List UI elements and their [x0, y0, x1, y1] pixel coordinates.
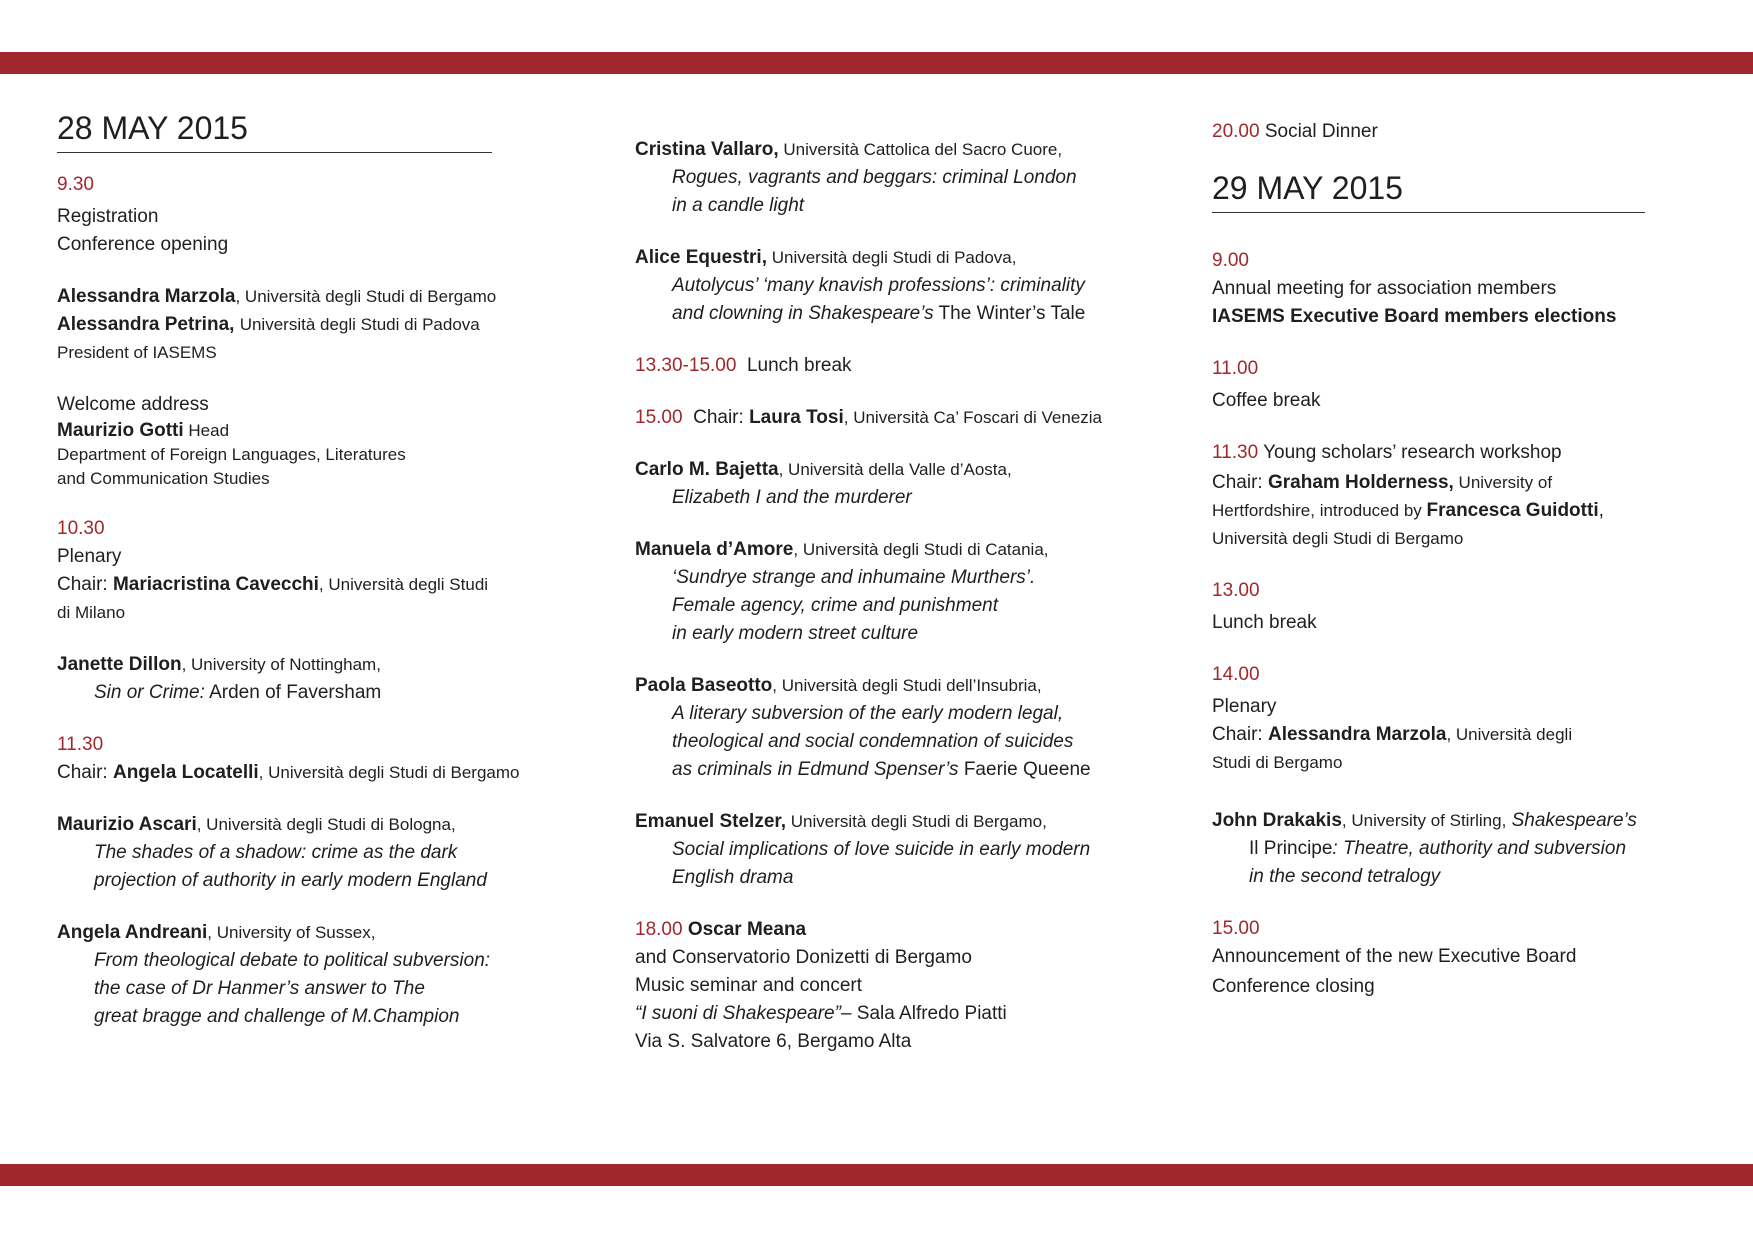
event-venue: – Sala Alfredo Piatti — [840, 1003, 1007, 1024]
talk-ascari — [57, 811, 577, 895]
speaker-name: Francesca Guidotti — [1426, 500, 1599, 521]
affiliation: Hertfordshire, introduced by — [1212, 501, 1427, 520]
talk-title: The Winter’s Tale — [933, 303, 1086, 324]
session-1130 — [57, 731, 577, 787]
session-1130-workshop — [1212, 439, 1732, 553]
event-title: “I suoni di Shakespeare” — [635, 1003, 841, 1024]
talk-title: as criminals in Edmund Spenser’s — [672, 759, 959, 780]
session-time: 13.30-15.00 — [635, 355, 737, 376]
session-line: Plenary — [1212, 696, 1277, 717]
talk-vallaro — [635, 136, 1155, 220]
concert-event — [635, 916, 1155, 1056]
affiliation: Università degli Studi di Bergamo, — [786, 812, 1047, 831]
speaker-name: Emanuel Stelzer, — [635, 811, 787, 832]
department: Department of Foreign Languages, Literatures — [57, 445, 406, 464]
session-line: Social Dinner — [1259, 121, 1378, 142]
event-line: Music seminar and concert — [635, 975, 863, 996]
session-time: 14.00 — [1212, 664, 1260, 685]
speaker-name: Carlo M. Bajetta — [635, 459, 779, 480]
column-day1-continued — [635, 136, 1155, 1080]
social-dinner — [1212, 118, 1732, 146]
affiliation: , Università degli Studi di Bergamo — [235, 287, 497, 306]
opening-speakers — [57, 283, 577, 367]
session-1500 — [635, 404, 1155, 432]
session-time: 20.00 — [1212, 121, 1260, 142]
session-line: Coffee break — [1212, 390, 1321, 411]
chair-label: Chair: — [57, 762, 113, 783]
department: and Communication Studies — [57, 469, 270, 488]
speaker-name: Maurizio Ascari — [57, 814, 197, 835]
talk-bajetta — [635, 456, 1155, 512]
affiliation: , Università degli Studi di Bergamo — [258, 763, 520, 782]
talk-title: Elizabeth I and the murderer — [672, 487, 912, 508]
session-line: Welcome address — [57, 394, 209, 415]
talk-drakakis — [1212, 807, 1732, 891]
affiliation: University of — [1453, 473, 1553, 492]
affiliation: Università Cattolica del Sacro Cuore, — [778, 140, 1063, 159]
event-line: and Conservatorio Donizetti di Bergamo — [635, 947, 972, 968]
session-line: Conference closing — [1212, 976, 1375, 997]
speaker-name: Maurizio Gotti — [57, 420, 184, 441]
talk-title: and clowning in Shakespeare’s — [672, 303, 934, 324]
affiliation: , Università della Valle d’Aosta, — [778, 460, 1012, 479]
talk-title: in the second tetralogy — [1249, 866, 1441, 887]
talk-andreani — [57, 919, 577, 1031]
talk-title: ‘Sundrye strange and inhumaine Murthers’. — [672, 567, 1036, 588]
session-line: Young scholars’ research workshop — [1258, 442, 1562, 463]
talk-title: English drama — [672, 867, 794, 888]
chair-name: Mariacristina Cavecchi — [112, 574, 319, 595]
affiliation: Università degli Studi di Padova, — [767, 248, 1017, 267]
speaker-name: Alice Equestri, — [635, 247, 767, 268]
session-time: 15.00 — [635, 407, 683, 428]
session-line: Plenary — [57, 546, 122, 567]
chair-name: Alessandra Marzola — [1267, 724, 1447, 745]
session-time: 18.00 — [635, 919, 683, 940]
affiliation: , Università degli Studi di Catania, — [793, 540, 1049, 559]
talk-title: From theological debate to political subversion: — [94, 950, 491, 971]
session-time: 11.30 — [1212, 442, 1259, 463]
session-time: 15.00 — [1212, 918, 1260, 939]
affiliation: , Università Ca’ Foscari di Venezia — [843, 408, 1103, 427]
talk-title: A literary subversion of the early modern legal, — [672, 703, 1064, 724]
affiliation: , Università degli Studi — [318, 575, 489, 594]
speaker-name: Janette Dillon — [57, 654, 182, 675]
session-time: 9.30 — [57, 174, 94, 195]
affiliation: , Università degli Studi di Bologna, — [196, 815, 456, 834]
column-day1 — [57, 108, 577, 1055]
session-1030 — [57, 515, 577, 627]
session-1300 — [1212, 577, 1732, 637]
role: Head — [183, 421, 230, 440]
chair-name: Angela Locatelli — [112, 762, 259, 783]
talk-title: Il Principe — [1249, 838, 1333, 859]
talk-title: Sin or Crime: — [94, 682, 205, 703]
event-address: Via S. Salvatore 6, Bergamo Alta — [635, 1031, 912, 1052]
chair-label: Chair: — [1212, 472, 1268, 493]
talk-title: in a candle light — [672, 195, 805, 216]
affiliation: , University of Nottingham, — [181, 655, 381, 674]
talk-title: in early modern street culture — [672, 623, 919, 644]
speaker-name: Angela Andreani — [57, 922, 208, 943]
speaker-name: Manuela d’Amore — [635, 539, 794, 560]
session-line: Lunch break — [736, 355, 852, 376]
session-time: 11.00 — [1212, 358, 1259, 379]
talk-dillon — [57, 651, 577, 707]
talk-title: Faerie Queene — [958, 759, 1091, 780]
talk-title: Arden of Faversham — [204, 682, 382, 703]
punctuation: , — [1598, 500, 1604, 521]
speaker-name: Alessandra Marzola — [57, 286, 236, 307]
affiliation: , University of Stirling, — [1341, 811, 1507, 830]
session-1100 — [1212, 355, 1732, 415]
session-line: Registration — [57, 206, 159, 227]
talk-title: The shades of a shadow: crime as the dark — [94, 842, 458, 863]
talk-damore — [635, 536, 1155, 648]
session-time: 10.30 — [57, 518, 105, 539]
session-time: 13.00 — [1212, 580, 1260, 601]
talk-title: Rogues, vagrants and beggars: criminal London — [672, 167, 1077, 188]
chair-name: Laura Tosi — [749, 407, 844, 428]
talk-title: Social implications of love suicide in early modern — [672, 839, 1091, 860]
session-line: Announcement of the new Executive Board — [1212, 946, 1577, 967]
talk-baseotto — [635, 672, 1155, 784]
talk-stelzer — [635, 808, 1155, 892]
talk-title: Female agency, crime and punishment — [672, 595, 998, 616]
column-day2 — [1212, 118, 1732, 1025]
session-line: Annual meeting for association members — [1212, 278, 1557, 299]
day-heading: 29 MAY 2015 — [1212, 168, 1645, 213]
affiliation: Università degli Studi di Bergamo — [1212, 529, 1464, 548]
session-time: 11.30 — [57, 734, 104, 755]
top-band — [0, 52, 1753, 74]
session-line: Lunch break — [1212, 612, 1317, 633]
affiliation: , Università degli — [1446, 725, 1573, 744]
talk-title: great bragge and challenge of M.Champion — [94, 1006, 460, 1027]
chair-label: Chair: — [57, 574, 113, 595]
lunch-break-1 — [635, 352, 1155, 380]
session-1400 — [1212, 661, 1732, 777]
chair-label: Chair: — [682, 407, 750, 428]
session-930 — [57, 171, 577, 259]
talk-equestri — [635, 244, 1155, 328]
session-900 — [1212, 247, 1732, 331]
session-time: 9.00 — [1212, 250, 1249, 271]
speaker-name: John Drakakis — [1212, 810, 1342, 831]
session-line: Conference opening — [57, 234, 229, 255]
talk-title: theological and social condemnation of suicides — [672, 731, 1074, 752]
talk-title: projection of authority in early modern England — [94, 870, 487, 891]
affiliation: di Milano — [57, 603, 126, 622]
talk-title: Autolycus’ ‘many knavish professions’: criminality — [672, 275, 1085, 296]
affiliation: Università degli Studi di Padova — [239, 315, 480, 334]
speaker-name: Cristina Vallaro, — [635, 139, 779, 160]
affiliation: President of IASEMS — [57, 343, 217, 362]
affiliation: Studi di Bergamo — [1212, 753, 1343, 772]
session-line: IASEMS Executive Board members elections — [1212, 306, 1617, 327]
speaker-name: Alessandra Petrina, — [57, 314, 235, 335]
affiliation: , Università degli Studi dell’Insubria, — [772, 676, 1042, 695]
welcome-address — [57, 391, 577, 491]
affiliation: , University of Sussex, — [207, 923, 376, 942]
performer-name: Oscar Meana — [682, 919, 807, 940]
talk-title: : Theatre, authority and subversion — [1332, 838, 1627, 859]
speaker-name: Paola Baseotto — [635, 675, 773, 696]
talk-title: the case of Dr Hanmer’s answer to The — [94, 978, 425, 999]
chair-name: Graham Holderness, — [1267, 472, 1454, 493]
bottom-band — [0, 1164, 1753, 1186]
chair-label: Chair: — [1212, 724, 1268, 745]
day-heading: 28 MAY 2015 — [57, 108, 492, 153]
talk-title: Shakespeare’s — [1506, 810, 1637, 831]
session-1500-closing — [1212, 915, 1732, 1001]
